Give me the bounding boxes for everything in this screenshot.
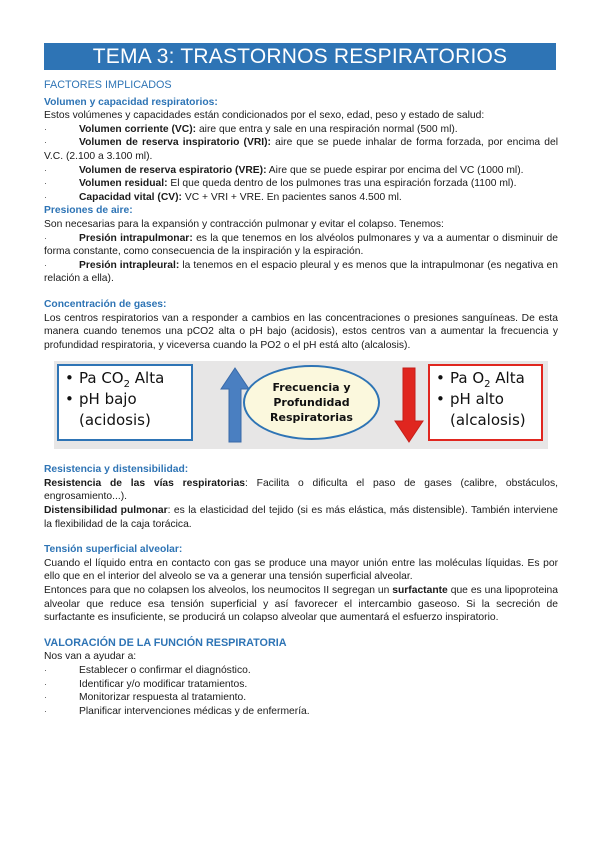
bullet-icon: ·	[44, 164, 47, 175]
subheading-presiones: Presiones de aire:	[44, 205, 133, 217]
paco2-label: Pa $CO_2$ Alta	[79, 369, 165, 391]
arrow-down-icon	[394, 367, 424, 443]
ellipse-line-2: Profundidad	[273, 396, 350, 410]
subheading-volumen: Volumen y capacidad respiratorios:	[44, 96, 218, 108]
bullet-icon: ·	[44, 692, 47, 703]
acidosis-box: • Pa $CO_2$ Alta • pH bajo (acidosis)	[57, 364, 193, 441]
list-item: · Establecer o confirmar el diagnóstico.	[44, 665, 251, 676]
list-item: · Capacidad vital (CV): VC + VRI + VRE. En pacientes sanos 4.500 ml.	[44, 191, 402, 203]
list-item: · Identificar y/o modificar tratamientos.	[44, 678, 248, 690]
list-item: · Presión intrapleural: la tenemos en el espacio pleural y es menos que la intrapulmonar (es negativa en relación a ella).	[44, 259, 558, 285]
ph-low-label: pH bajo	[79, 390, 137, 409]
bullet-icon: ·	[44, 232, 47, 243]
bullet-icon: ·	[44, 191, 47, 202]
distensibilidad-item: Distensibilidad pulmonar: es la elasticidad del tejido (si es más elástica, más distensible). También interviene la flexibilidad de la caja torácica.	[44, 505, 558, 530]
gas-response-diagram	[54, 361, 548, 449]
list-item: · Volumen residual: El que queda dentro de los pulmones tras una espiración forzada (1100 ml).	[44, 178, 517, 190]
presiones-list	[44, 232, 558, 286]
ph-high-label: pH alto	[450, 390, 504, 409]
page-title: TEMA 3: TRASTORNOS RESPIRATORIOS	[44, 43, 556, 70]
subheading-tension: Tensión superficial alveolar:	[44, 544, 183, 556]
bullet-icon: ·	[44, 178, 47, 189]
tension-paragraph-1: Cuando el líquido entra en contacto con gas se produce una mayor unión entre las moléculas líquidas. Es por ello que en el interior del alveolo se va a generar una tensión superficial alveolar.	[44, 557, 558, 583]
subheading-gases: Concentración de gases:	[44, 298, 167, 310]
list-item: · Monitorizar respuesta al tratamiento.	[44, 692, 247, 704]
bullet-icon: ·	[44, 259, 47, 270]
valoracion-intro: Nos van a ayudar a:	[44, 651, 137, 663]
gases-text: Los centros respiratorios van a responder a cambios en las concentraciones o presiones sanguíneas. De esta manera cuando tenemos una pCO2 alta o pH bajo (acidosis), estos centros van a aumentar la frecuencia y profundidad respiratoria, y viceversa cuando la PO2 o el pH está alto (alcalosis).	[44, 312, 558, 351]
list-item: · Planificar intervenciones médicas y de enfermería.	[44, 705, 310, 717]
bullet-icon: ·	[44, 123, 47, 134]
acidosis-label: (acidosis)	[79, 411, 151, 430]
presiones-intro: Son necesarias para la expansión y contracción pulmonar y evitar el colapso. Tenemos:	[44, 218, 444, 230]
section-heading-factores: FACTORES IMPLICADOS	[44, 79, 172, 91]
valoracion-list	[44, 664, 558, 718]
resistencia-item: Resistencia de las vías respiratorias: Facilita o dificulta el paso de gases (calibre, obstáculos, engrosamiento...).	[44, 477, 558, 503]
bullet-icon: ·	[44, 137, 47, 148]
document-body	[44, 79, 558, 718]
tension-paragraph-2: Entonces para que no colapsen los alveolos, los neumocitos II segregan un surfactante que es una lipoproteina alveolar que reduce esa tensión superficial y así favorecer el intercambio gaseoso. Si la secreción de surfactante es insuficiente, se producirá un colapso alveolar que aumentará el esfuerzo inspiratorio.	[44, 585, 558, 624]
alcalosis-label: (alcalosis)	[450, 411, 526, 430]
ellipse-line-3: Respiratorias	[270, 411, 353, 425]
volumen-list	[44, 123, 558, 205]
section-heading-valoracion: VALORACIÓN DE LA FUNCIÓN RESPIRATORIA	[44, 636, 287, 649]
alcalosis-box: • Pa $O_2$ Alta • pH alto (alcalosis)	[428, 364, 543, 441]
volumen-intro: Estos volúmenes y capacidades están condicionados por el sexo, edad, peso y estado de salud:	[44, 110, 485, 122]
list-item: · Volumen de reserva espiratorio (VRE): Aire que se puede espirar por encima del VC (1000 ml).	[44, 164, 524, 176]
pao2-label: Pa $O_2$ Alta	[450, 369, 525, 391]
list-item: · Volumen corriente (VC): aire que entra y sale en una respiración normal (500 ml).	[44, 123, 458, 135]
frequency-depth-ellipse	[243, 365, 380, 440]
list-item: · Presión intrapulmonar: es la que tenemos en los alvéolos pulmonares y va a aumentar o disminuir de forma constante, como consecuencia de la inspiración y la espiración.	[44, 232, 558, 258]
subheading-resistencia: Resistencia y distensibilidad:	[44, 464, 189, 476]
bullet-icon: ·	[44, 678, 47, 689]
bullet-icon: ·	[44, 705, 47, 716]
bullet-icon: ·	[44, 665, 47, 675]
list-item: · Volumen de reserva inspiratorio (VRI): aire que se puede inhalar de forma forzada, por encima del V.C. (2.100 a 3.100 ml).	[44, 137, 558, 162]
ellipse-line-1: Frecuencia y	[272, 381, 351, 395]
